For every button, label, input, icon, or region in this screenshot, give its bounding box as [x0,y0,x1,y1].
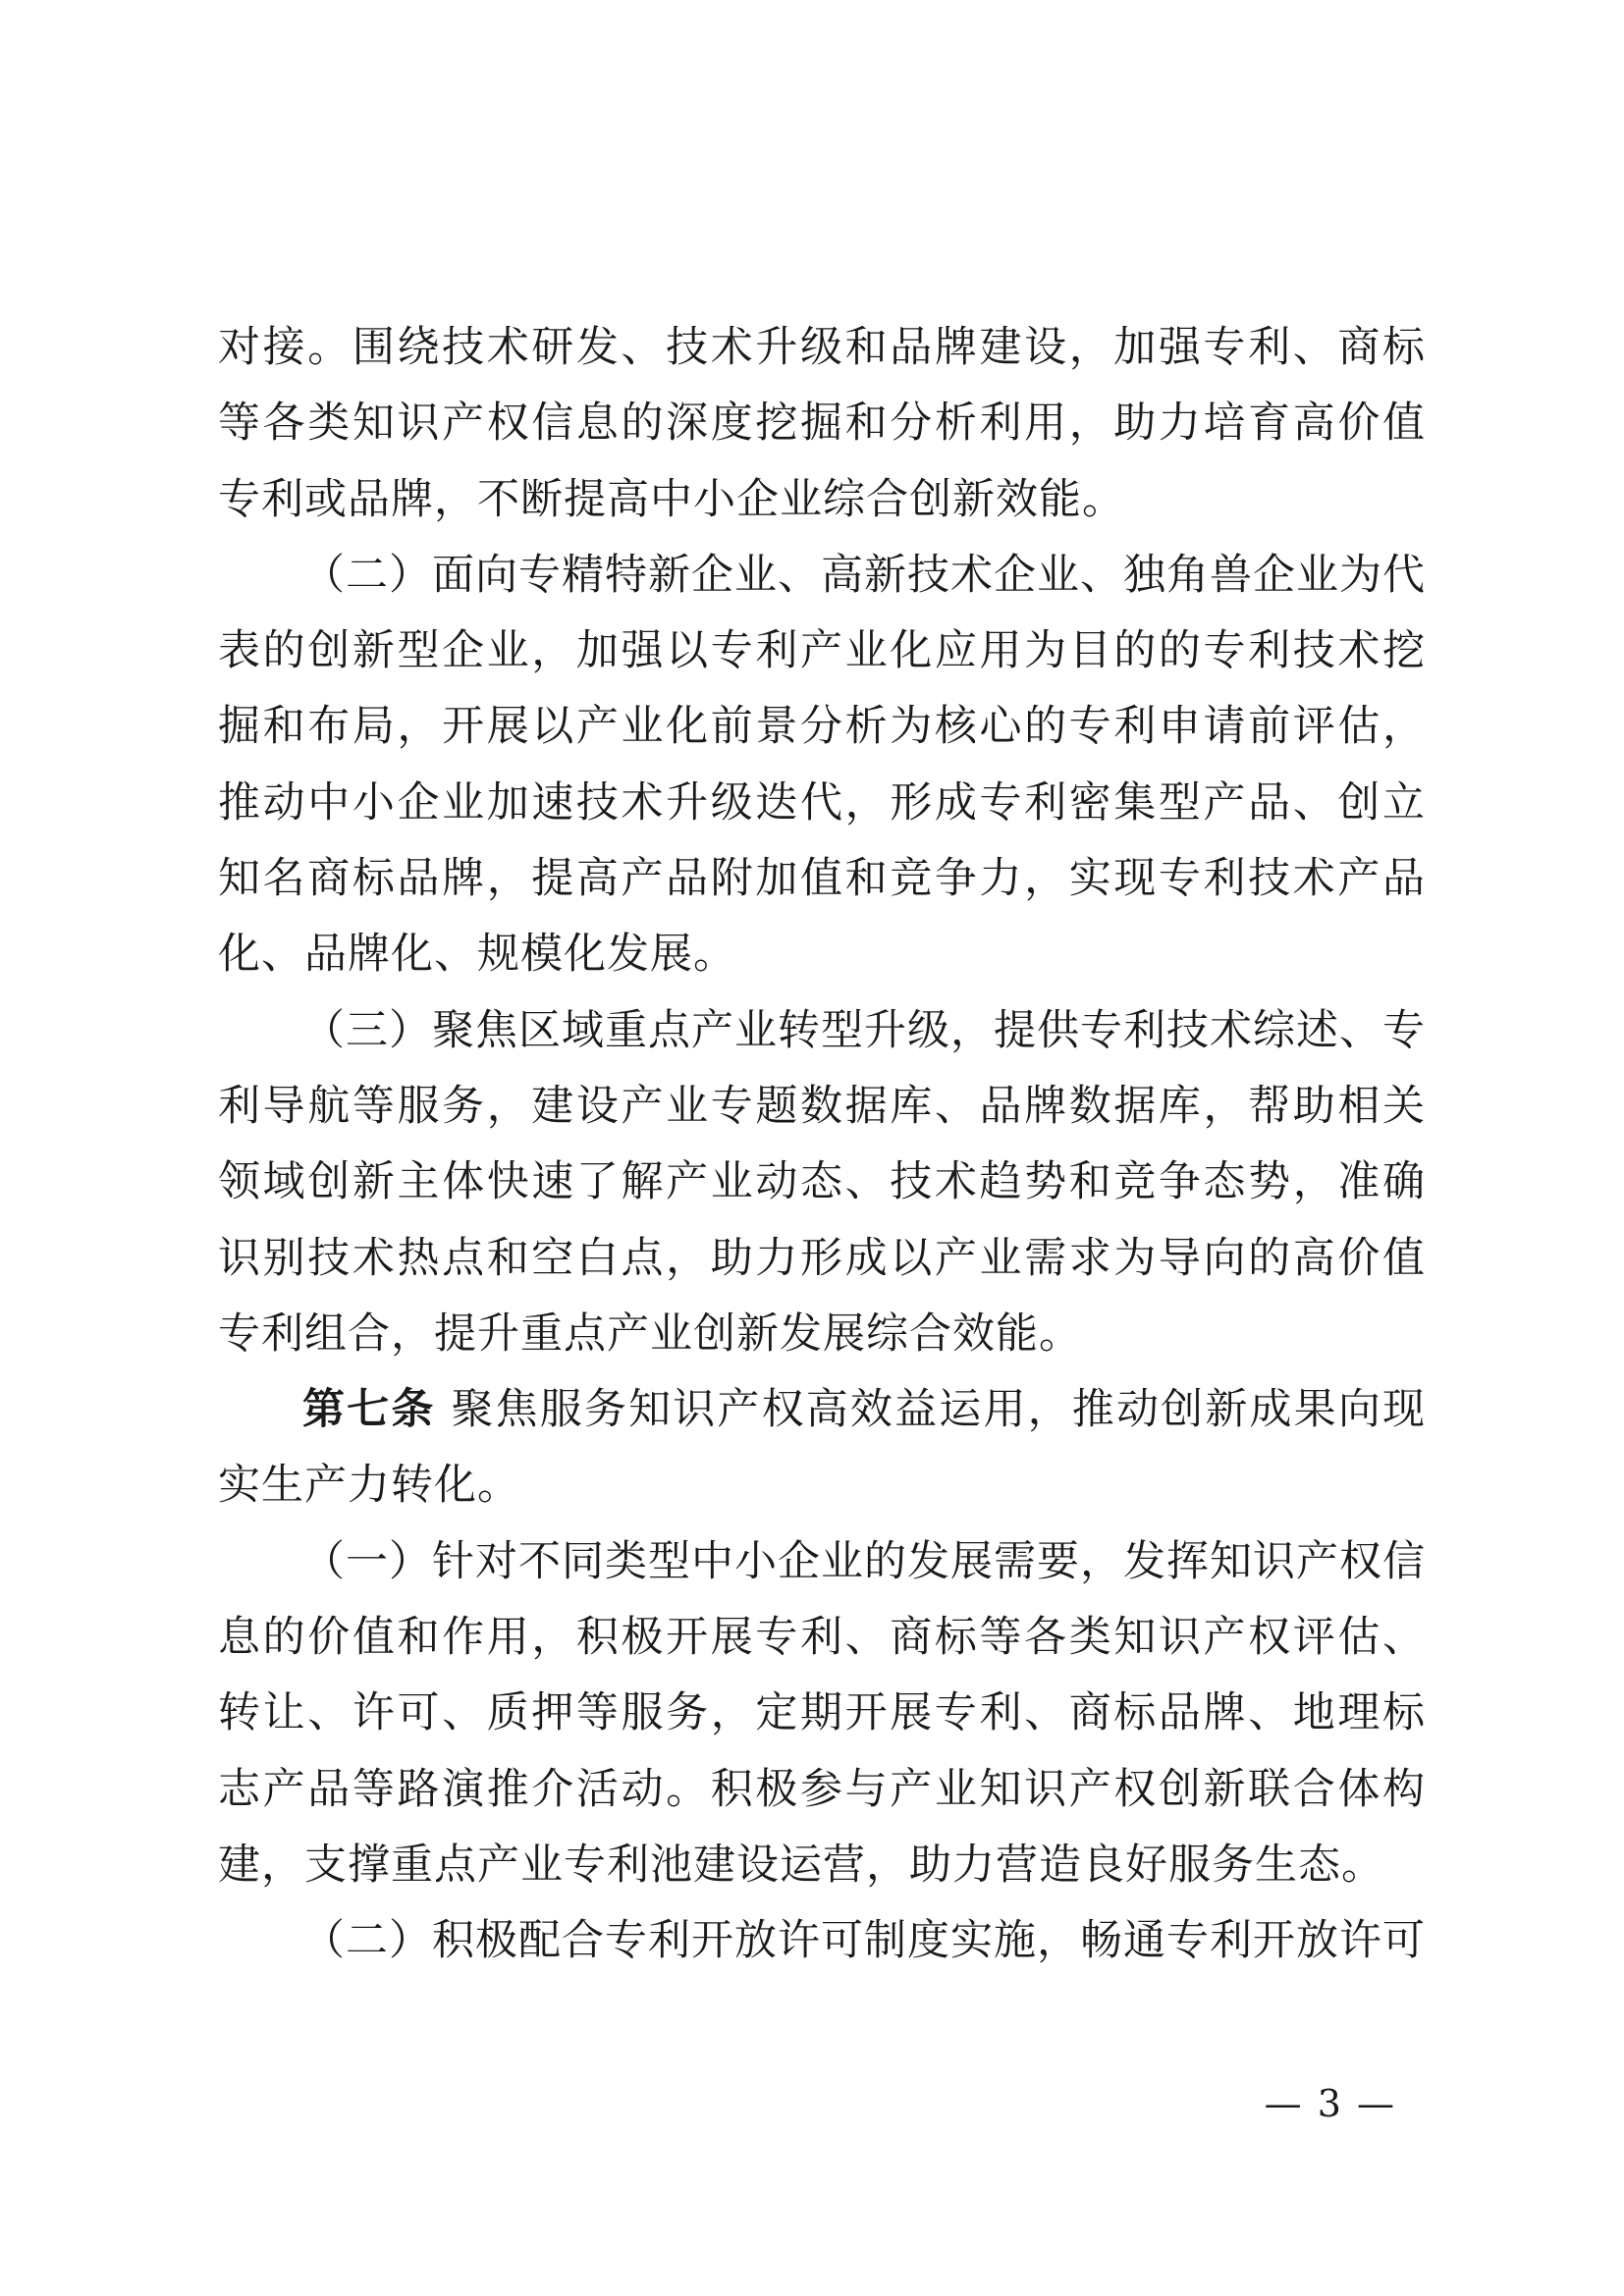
paragraph-item-3: （三）聚焦区域重点产业转型升级，提供专利技术综述、专利导航等服务，建设产业专题数据库、品牌数据库，帮助相关领域创新主体快速了解产业动态、技术趋势和竞争态势，准确识别技术热点和空白点，助力形成以产业需求为导向的高价值专利组合，提升重点产业创新发展综合效能。 [218,1005,1426,1359]
body-text [218,310,1426,1980]
paragraph-item-2: （二）面向专精特新企业、高新技术企业、独角兽企业为代表的创新型企业，加强以专利产业化应用为目的的专利技术挖掘和布局，开展以产业化前景分析为核心的专利申请前评估，推动中小企业加速技术升级迭代，形成专利密集型产品、创立知名商标品牌，提高产品附加值和竞争力，实现专利技术产品化、品牌化、规模化发展。 [218,550,1426,980]
article-label: 第七条 [302,1385,436,1435]
paragraph-continued: 对接。围绕技术研发、技术升级和品牌建设，加强专利、商标等各类知识产权信息的深度挖掘和分析利用，助力培育高价值专利或品牌，不断提高中小企业综合创新效能。 [218,323,1426,524]
paragraph-item-2b: （二）积极配合专利开放许可制度实施，畅通专利开放许可 [302,1916,1426,1966]
page-number: — 3 — [1264,2082,1396,2125]
paragraph-item-1: （一）针对不同类型中小企业的发展需要，发挥知识产权信息的价值和作用，积极开展专利、商标等各类知识产权评估、转让、许可、质押等服务，定期开展专利、商标品牌、地理标志产品等路演推介活动。积极参与产业知识产权创新联合体构建，支撑重点产业专利池建设运营，助力营造良好服务生态。 [218,1536,1426,1890]
paragraph-article-7: 第七条 聚焦服务知识产权高效益运用，推动创新成果向现实生产力转化。 [218,1385,1427,1511]
